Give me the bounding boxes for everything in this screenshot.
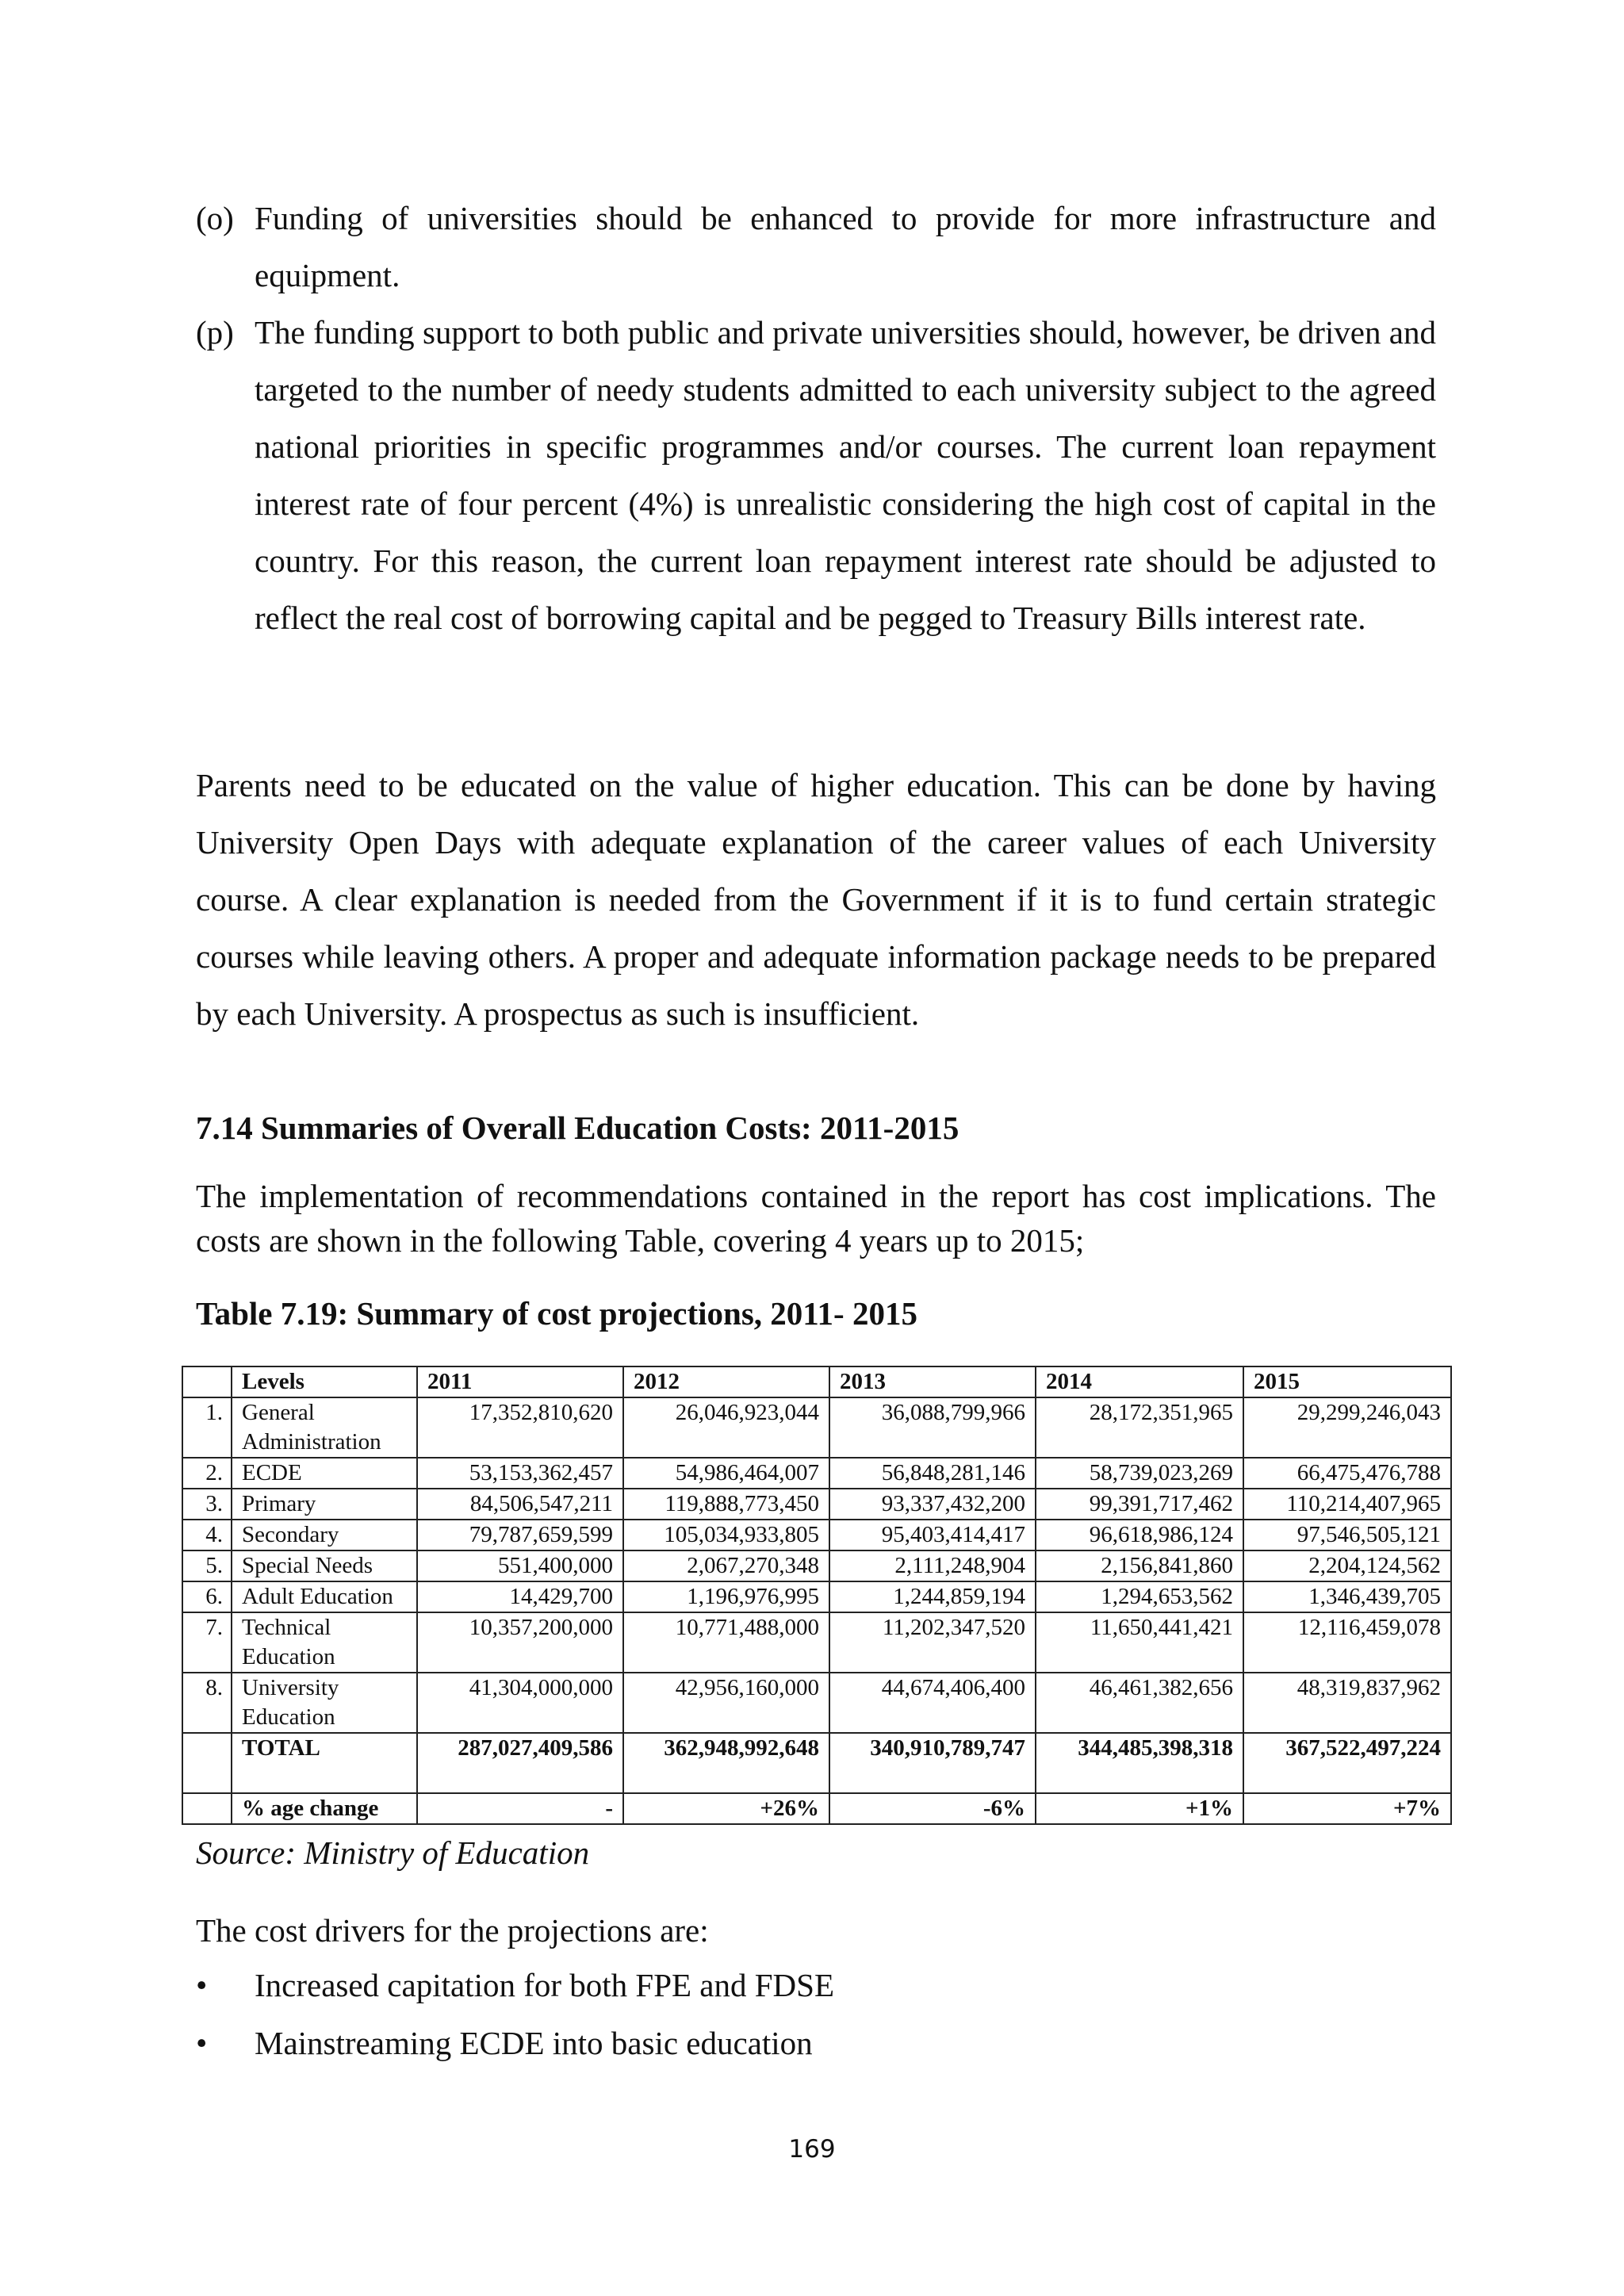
cell-2011: 17,352,810,620 [417, 1397, 623, 1458]
row-level: Technical Education [232, 1612, 417, 1673]
list-text: The funding support to both public and private universities should, however, be driven and targeted to the number of needy students admitted to each university subject to the agreed national priorities in specific programmes and/or courses. The current loan repayment interest rate of four percent (4%) is unrealistic considering the high cost of capital in the country. For this reason, the current loan repayment interest rate should be adjusted to reflect the real cost of borrowing capital and be pegged to Treasury Bills interest rate. [255, 314, 1436, 636]
table-row [182, 1581, 1451, 1612]
row-level: Primary [232, 1489, 417, 1520]
table-row [182, 1458, 1451, 1489]
cell-2012: 42,956,160,000 [623, 1673, 829, 1733]
row-level: Secondary [232, 1520, 417, 1550]
bullet-text: Mainstreaming ECDE into basic education [255, 2025, 813, 2061]
table-source: Source: Ministry of Education [196, 1834, 590, 1871]
parents-paragraph: Parents need to be educated on the value of higher education. This can be done by having University Open Days with adequate explanation of the career values of each University course. A clear explanation is needed from the Government if it is to fund certain strategic courses while leaving others. A proper and adequate information package needs to be prepared by each University. A prospectus as such is insufficient. [196, 767, 1436, 1032]
header-index [182, 1366, 232, 1397]
list-marker: (o) [196, 200, 234, 236]
list-marker: (p) [196, 314, 234, 351]
row-index: 8. [182, 1673, 232, 1733]
table-header-row [182, 1366, 1451, 1397]
row-level: University Education [232, 1673, 417, 1733]
cell-2012: 1,196,976,995 [623, 1581, 829, 1612]
cell-2015: 48,319,837,962 [1243, 1673, 1451, 1733]
table-row [182, 1397, 1451, 1458]
drivers-intro: The cost drivers for the projections are: [196, 1912, 709, 1949]
cell-2013: 95,403,414,417 [829, 1520, 1036, 1550]
cell-2011: 84,506,547,211 [417, 1489, 623, 1520]
change-2013: -6% [829, 1793, 1036, 1824]
cell-2011: 53,153,362,457 [417, 1458, 623, 1489]
row-index: 7. [182, 1612, 232, 1673]
cell-2013: 2,111,248,904 [829, 1550, 1036, 1581]
cell-2014: 28,172,351,965 [1036, 1397, 1243, 1458]
bullet-dot-icon: • [196, 2025, 208, 2061]
cell-2013: 1,244,859,194 [829, 1581, 1036, 1612]
row-index: 6. [182, 1581, 232, 1612]
cell-2011: 10,357,200,000 [417, 1612, 623, 1673]
row-level: Special Needs [232, 1550, 417, 1581]
cell-2012: 105,034,933,805 [623, 1520, 829, 1550]
header-levels: Levels [232, 1366, 417, 1397]
total-2015: 367,522,497,224 [1243, 1733, 1451, 1793]
change-2011: - [417, 1793, 623, 1824]
total-row [182, 1733, 1451, 1793]
bullet-text: Increased capitation for both FPE and FDSE [255, 1967, 835, 2003]
cell-2015: 97,546,505,121 [1243, 1520, 1451, 1550]
page-number: 169 [788, 2135, 836, 2164]
row-index: 3. [182, 1489, 232, 1520]
section-intro: The implementation of recommendations contained in the report has cost implications. The costs are shown in the following Table, covering 4 years up to 2015; [196, 1178, 1436, 1259]
row-level: General Administration [232, 1397, 417, 1458]
header-2012: 2012 [623, 1366, 829, 1397]
total-2013: 340,910,789,747 [829, 1733, 1036, 1793]
row-index [182, 1793, 232, 1824]
bullet-dot-icon: • [196, 1967, 208, 2003]
table-row [182, 1489, 1451, 1520]
list-item-o [196, 190, 1436, 304]
cell-2013: 56,848,281,146 [829, 1458, 1036, 1489]
cell-2014: 11,650,441,421 [1036, 1612, 1243, 1673]
total-2011: 287,027,409,586 [417, 1733, 623, 1793]
cell-2015: 66,475,476,788 [1243, 1458, 1451, 1489]
cell-2012: 2,067,270,348 [623, 1550, 829, 1581]
cell-2014: 46,461,382,656 [1036, 1673, 1243, 1733]
cell-2015: 110,214,407,965 [1243, 1489, 1451, 1520]
cell-2013: 11,202,347,520 [829, 1612, 1036, 1673]
cell-2015: 1,346,439,705 [1243, 1581, 1451, 1612]
cell-2014: 96,618,986,124 [1036, 1520, 1243, 1550]
cell-2013: 44,674,406,400 [829, 1673, 1036, 1733]
cell-2012: 119,888,773,450 [623, 1489, 829, 1520]
table-row [182, 1612, 1451, 1673]
cell-2013: 93,337,432,200 [829, 1489, 1036, 1520]
row-index: 5. [182, 1550, 232, 1581]
table-row [182, 1520, 1451, 1550]
header-2013: 2013 [829, 1366, 1036, 1397]
row-index: 2. [182, 1458, 232, 1489]
row-index [182, 1733, 232, 1793]
cell-2012: 54,986,464,007 [623, 1458, 829, 1489]
total-label: TOTAL [232, 1733, 417, 1793]
total-2012: 362,948,992,648 [623, 1733, 829, 1793]
cost-projection-table [182, 1366, 1452, 1825]
total-2014: 344,485,398,318 [1036, 1733, 1243, 1793]
row-level: Adult Education [232, 1581, 417, 1612]
header-2011: 2011 [417, 1366, 623, 1397]
cell-2014: 58,739,023,269 [1036, 1458, 1243, 1489]
bullet-item [196, 2014, 1436, 2072]
table-row [182, 1673, 1451, 1733]
cell-2015: 2,204,124,562 [1243, 1550, 1451, 1581]
cell-2012: 26,046,923,044 [623, 1397, 829, 1458]
change-label: % age change [232, 1793, 417, 1824]
row-level: ECDE [232, 1458, 417, 1489]
cell-2012: 10,771,488,000 [623, 1612, 829, 1673]
cell-2015: 29,299,246,043 [1243, 1397, 1451, 1458]
row-index: 1. [182, 1397, 232, 1458]
cell-2011: 79,787,659,599 [417, 1520, 623, 1550]
percent-change-row [182, 1793, 1451, 1824]
table-row [182, 1550, 1451, 1581]
list-text: Funding of universities should be enhanced to provide for more infrastructure and equipment. [255, 200, 1436, 293]
cell-2013: 36,088,799,966 [829, 1397, 1036, 1458]
header-2015: 2015 [1243, 1366, 1451, 1397]
list-item-p [196, 304, 1436, 646]
cell-2011: 551,400,000 [417, 1550, 623, 1581]
cell-2014: 2,156,841,860 [1036, 1550, 1243, 1581]
cell-2014: 99,391,717,462 [1036, 1489, 1243, 1520]
row-index: 4. [182, 1520, 232, 1550]
table-title: Table 7.19: Summary of cost projections, 2011- 2015 [196, 1295, 917, 1332]
change-2012: +26% [623, 1793, 829, 1824]
cell-2011: 41,304,000,000 [417, 1673, 623, 1733]
cell-2011: 14,429,700 [417, 1581, 623, 1612]
header-2014: 2014 [1036, 1366, 1243, 1397]
bullet-item [196, 1957, 1436, 2014]
cell-2015: 12,116,459,078 [1243, 1612, 1451, 1673]
cell-2014: 1,294,653,562 [1036, 1581, 1243, 1612]
change-2015: +7% [1243, 1793, 1451, 1824]
section-heading: 7.14 Summaries of Overall Education Costs: 2011-2015 [196, 1110, 959, 1146]
change-2014: +1% [1036, 1793, 1243, 1824]
